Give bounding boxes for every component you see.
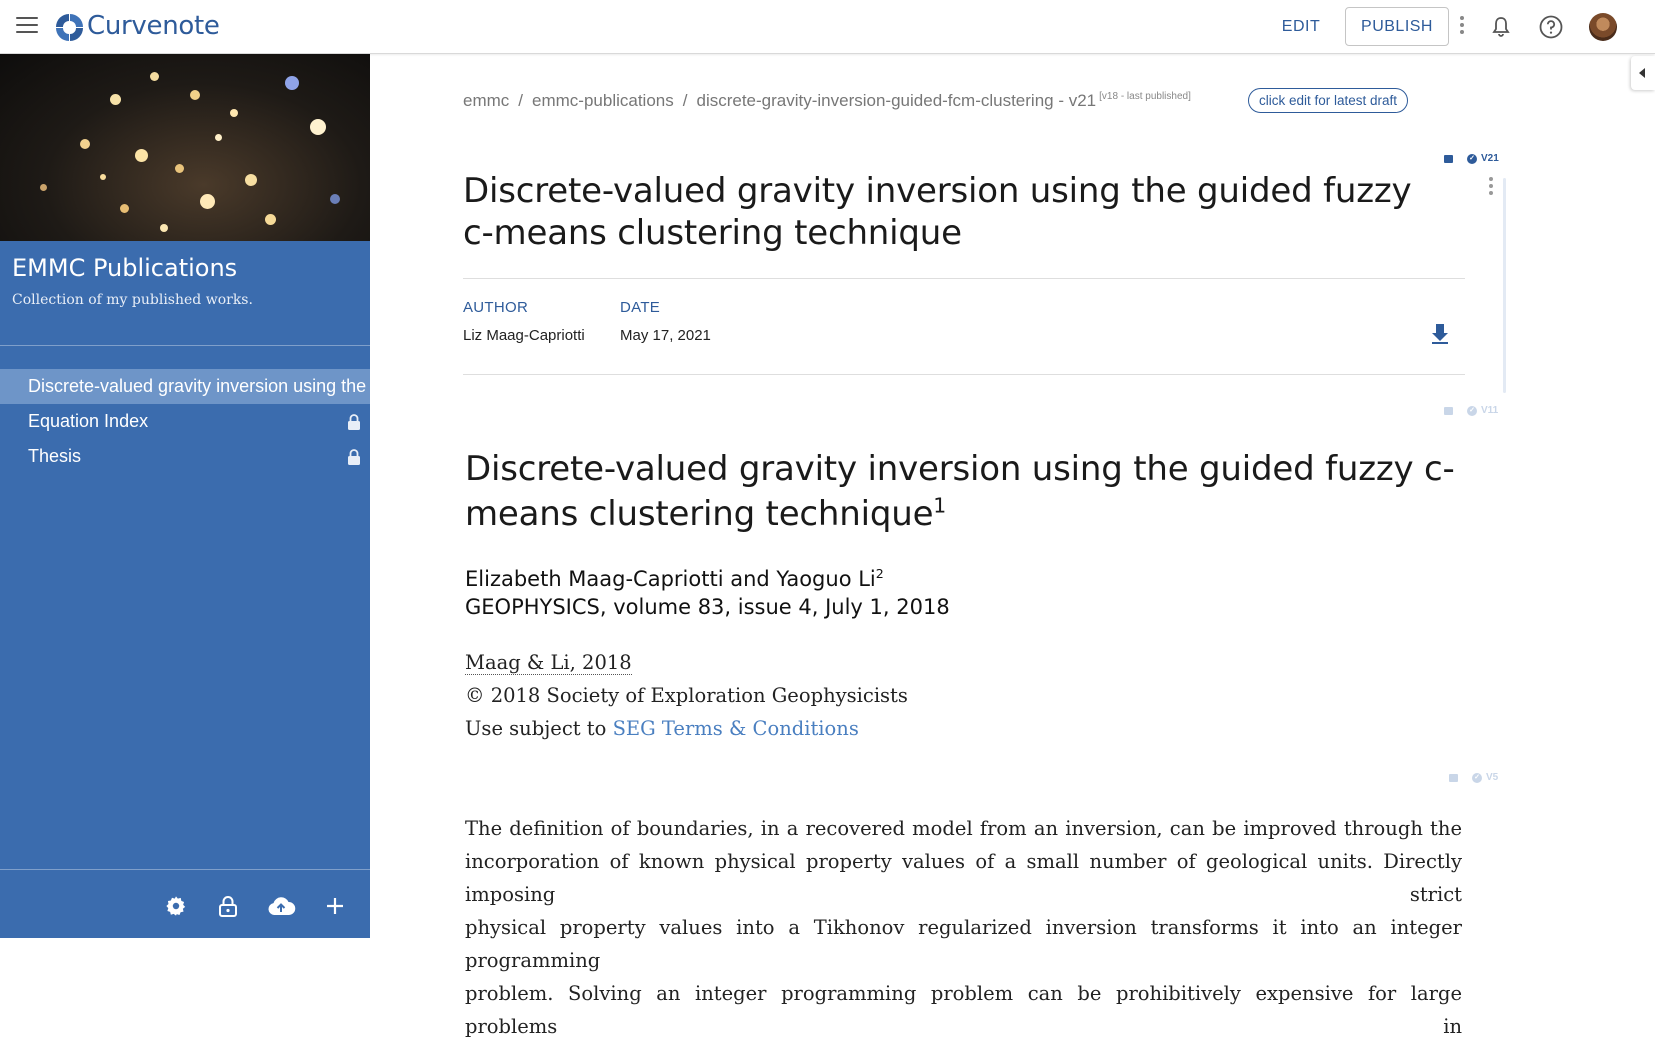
top-app-bar	[0, 0, 1655, 54]
breadcrumb-project[interactable]: emmc-publications	[532, 91, 674, 110]
block-version-marker[interactable]	[1444, 153, 1499, 164]
divider	[463, 374, 1465, 375]
block-selection-bar	[1503, 178, 1506, 393]
version-label: V21	[1481, 153, 1499, 164]
comment-icon[interactable]	[1449, 774, 1458, 782]
settings-gear-icon[interactable]	[162, 892, 190, 920]
terms-prefix: Use subject to	[465, 717, 607, 740]
footnote-marker[interactable]: 1	[933, 493, 947, 518]
brand-name[interactable]: Curvenote	[87, 11, 220, 41]
download-icon[interactable]	[1430, 323, 1450, 345]
notifications-bell-icon[interactable]	[1489, 15, 1513, 39]
article-title-text: Discrete-valued gravity inversion using the guided fuzzy c-means clustering technique	[465, 449, 1455, 534]
block-options-icon[interactable]	[1488, 177, 1494, 197]
sidebar-divider	[0, 345, 370, 346]
footnote-marker[interactable]: 2	[875, 566, 884, 581]
menu-icon[interactable]	[16, 17, 38, 35]
sidebar-item-equation-index[interactable]	[0, 404, 370, 439]
add-icon[interactable]	[321, 892, 349, 920]
check-icon: ✓	[1467, 154, 1477, 164]
collapse-panel-chevron-icon[interactable]	[1631, 56, 1655, 90]
block-version-marker[interactable]	[1444, 405, 1498, 416]
article-title[interactable]	[465, 447, 1465, 537]
cloud-upload-icon[interactable]	[267, 892, 295, 920]
curvenote-logo-icon[interactable]	[54, 12, 84, 42]
date-heading: DATE	[620, 299, 661, 316]
article-authors: Elizabeth Maag-Capriotti and Yaoguo Li	[465, 567, 876, 591]
abstract-line: physical property values into a Tikhonov regularized inversion transforms it into an integer programming	[465, 916, 1462, 972]
author-value[interactable]: Liz Maag-Capriotti	[463, 327, 585, 344]
document-title[interactable]: Discrete-valued gravity inversion using the guided fuzzy c-means clustering technique	[463, 171, 1412, 253]
sidebar-item-label: Discrete-valued gravity inversion using the guided fuzzy c-means clustering technique	[28, 376, 712, 396]
breadcrumb-article[interactable]: discrete-gravity-inversion-guided-fcm-clustering - v21	[696, 91, 1097, 110]
project-banner-image	[0, 54, 370, 241]
citation-block	[465, 646, 908, 745]
help-icon[interactable]	[1538, 14, 1564, 40]
version-note: [v18 - last published]	[1099, 91, 1191, 102]
breadcrumb-separator: /	[518, 91, 524, 110]
latest-draft-chip[interactable]: click edit for latest draft	[1248, 88, 1408, 113]
divider	[463, 278, 1465, 279]
version-label: V5	[1486, 772, 1499, 783]
breadcrumb-team[interactable]: emmc	[463, 91, 510, 110]
check-icon: ✓	[1467, 406, 1477, 416]
sidebar-item-thesis[interactable]	[0, 439, 370, 474]
block-version-marker[interactable]	[1449, 772, 1498, 783]
lock-icon	[347, 414, 361, 430]
abstract-paragraph[interactable]	[465, 812, 1462, 1043]
sidebar-item-gravity-inversion[interactable]	[0, 369, 712, 404]
breadcrumb	[463, 91, 1191, 111]
lock-icon	[347, 449, 361, 465]
edit-button[interactable]: EDIT	[1281, 18, 1321, 35]
more-options-icon[interactable]	[1458, 16, 1466, 38]
date-value[interactable]: May 17, 2021	[620, 327, 711, 344]
author-heading: AUTHOR	[463, 299, 529, 316]
article-journal: GEOPHYSICS, volume 83, issue 4, July 1, 2018	[465, 595, 950, 619]
citation-reference[interactable]: Maag & Li, 2018	[465, 651, 632, 674]
abstract-line: incorporation of known physical property values of a small number of geological units. Directly imposing strict	[465, 850, 1462, 906]
unlock-icon[interactable]	[214, 892, 242, 920]
sidebar-divider	[0, 869, 370, 870]
comment-icon[interactable]	[1444, 407, 1453, 415]
abstract-line: The definition of boundaries, in a recovered model from an inversion, can be improved through the	[465, 817, 1462, 840]
project-title: EMMC Publications	[12, 254, 238, 282]
sidebar-item-label: Thesis	[28, 446, 82, 466]
sidebar-item-label: Equation Index	[28, 411, 149, 431]
version-label: V11	[1481, 405, 1499, 416]
article-authors-block	[465, 565, 950, 621]
check-icon: ✓	[1472, 773, 1482, 783]
comment-icon[interactable]	[1444, 155, 1453, 163]
project-description: Collection of my published works.	[12, 292, 253, 308]
copyright-text: © 2018 Society of Exploration Geophysicists	[465, 684, 908, 707]
publish-button[interactable]: PUBLISH	[1345, 7, 1449, 46]
abstract-line: problem. Solving an integer programming problem can be prohibitively expensive for large problems in	[465, 982, 1462, 1038]
breadcrumb-separator: /	[682, 91, 688, 110]
terms-link[interactable]: SEG Terms & Conditions	[612, 717, 859, 740]
user-avatar[interactable]	[1589, 13, 1617, 41]
